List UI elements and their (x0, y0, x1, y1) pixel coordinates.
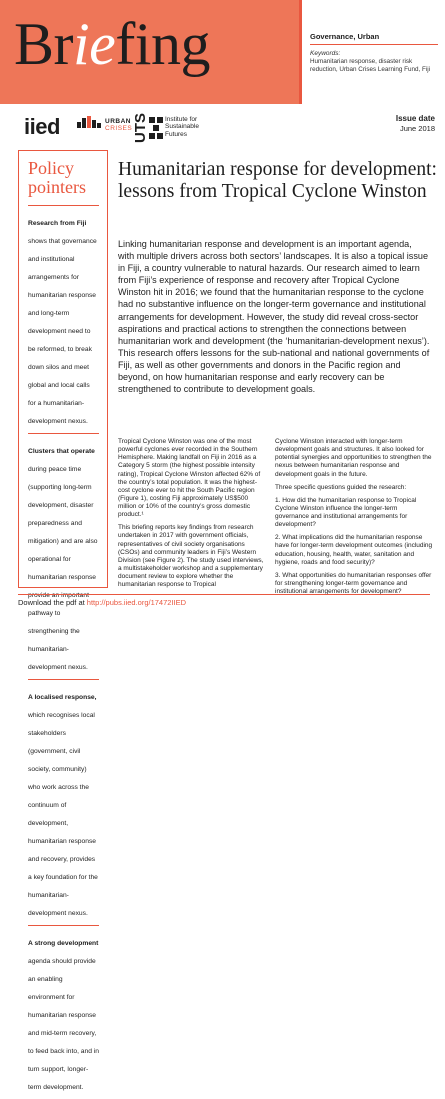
body-paragraph: Cyclone Winston interacted with longer-term development goals and structures. It also looked for potential synergies and opportunities to strengthen the nexus between humanitarian response and development goals in the future. (275, 438, 432, 478)
masthead-band (0, 0, 299, 104)
masthead-accent: ie (73, 11, 116, 77)
policy-pointer: Clusters that operate during peace time (supporting long-term development, disaster preparedness and mitigation) and are also operational for humanitarian response provide an important pathway to strengthening the humanitarian-development nexus. (28, 434, 99, 680)
series-panel (299, 0, 445, 104)
policy-pointers-title: Policy pointers (28, 159, 99, 206)
issue-date-label: Issue date (395, 114, 435, 123)
policy-pointer: A localised response, which recognises local stakeholders (government, civil society, community) who work across the continuum of development, humanitarian response and recovery, provides a key foundation for the humanitarian-development nexus. (28, 680, 99, 926)
body-column-right (275, 438, 433, 601)
research-question: 1. How did the humanitarian response to Tropical Cyclone Winston influence the longer-term governance and institutional arrangements for development? (275, 496, 417, 529)
body-paragraph: Tropical Cyclone Winston was one of the most powerful cyclones ever recorded in the Southern Hemisphere. Making landfall on Fiji in 2016 as a Category 5 storm (the highest possible intensity rating), Tropical Cyclone Winston affected 62% of the country’s total population. It was the highest-cost cyclone ever to hit the South Pacific region (Figure 1), costing Fiji approximately US$500 million or 10% of the country’s gross domestic product.¹ (118, 438, 261, 519)
keywords-label: Keywords: (310, 50, 341, 57)
article-summary: Linking humanitarian response and development is an important agenda, with multiple drivers across both sectors’ landscapes. It is also a topical issue in Fiji, a country vulnerable to natural hazards. Our research aimed to learn from Fiji’s experience of response and recovery after Tropical Cyclone Winston hit in 2016; we found that the humanitarian response to the cyclone had no substantive influence on the longer-term governance and institutional arrangements for development. However, the study did reveal cross-sector aspirations and practical actions to strengthen the connections between humanitarian work and development (the ‘humanitarian-development nexus’). This research offers lessons for the sub-national and national governments of Fiji, as well as other governments and donors in the Pacific region and beyond, on how humanitarian response and early recovery can be strengthened to contribute to development goals. (118, 239, 430, 395)
research-question: 3. What opportunities do humanitarian responses offer for strengthening longer-term governance and institutional arrangements for development? (275, 571, 432, 595)
logo-row (0, 104, 445, 150)
policy-pointer: A strong development agenda should provide an enabling environment for humanitarian response and mid-term recovery, to feed back into, and in turn support, longer-term development. (28, 939, 100, 1091)
footer-text: Download the pdf at (18, 598, 87, 607)
issue-date: June 2018 (399, 124, 435, 133)
urban-crises-mark-icon (77, 116, 101, 128)
body-paragraph: This briefing reports key findings from research undertaken in 2017 with government officials, representatives of civil society organisations (CSOs) and community leaders in Fiji’s Western Division (see Figure 2). The study used interviews, a multistakeholder workshop and a supplementary document review to explore whether the humanitarian response to Tropical (118, 524, 264, 589)
footer-divider (18, 594, 430, 595)
series-label: Governance, Urban (310, 32, 438, 45)
uts-letters: UTS (132, 113, 149, 143)
isf-text: Institute for Sustainable Futures (165, 116, 199, 138)
body-column-left (118, 438, 266, 594)
footer (18, 598, 186, 607)
body-paragraph: Three specific questions guided the research: (275, 483, 407, 491)
research-question: 2. What implications did the humanitarian response have for longer-term development outcomes (including education, housing, health, water, sanitation and hygiene, roads and food security)? (275, 534, 433, 566)
keywords-text: Humanitarian response, disaster risk reduction, Urban Crises Learning Fund, Fiji (310, 58, 431, 73)
policy-pointer: Research from Fiji shows that governance and institutional arrangements for humanitarian response and long-term development need to be reformed, to break down silos and meet global and local calls for a humanitarian-development nexus. (28, 206, 99, 434)
article-title: Humanitarian response for development: lessons from Tropical Cyclone Winston (118, 159, 437, 203)
masthead-title: Briefing (14, 11, 210, 77)
iied-logo: iied (24, 114, 60, 139)
pdf-download-link[interactable]: http://pubs.iied.org/17472IIED (86, 598, 187, 607)
urban-crises-text: URBAN CRISES (105, 118, 133, 133)
uts-crest-icon (149, 117, 163, 139)
